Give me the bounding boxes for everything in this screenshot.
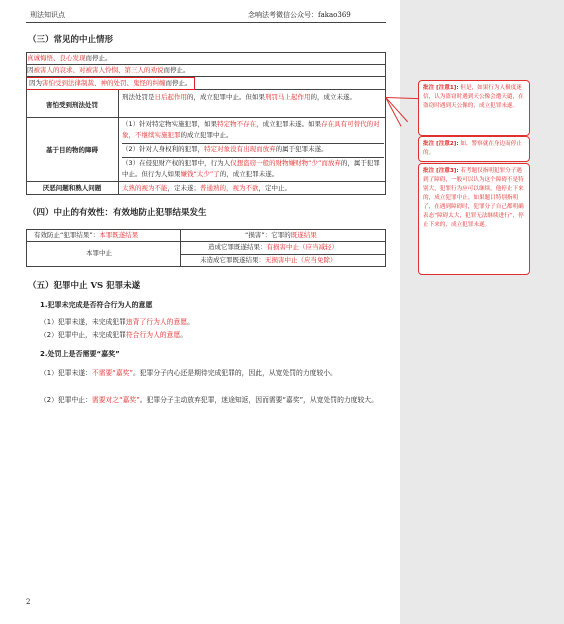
highlight-text: 本罪既遂结果 (99, 231, 139, 239)
text-run: 。 (180, 331, 188, 339)
acq-text (122, 183, 384, 194)
label-goal: 基于目的物的障碍 (46, 146, 98, 154)
highlight-text: 无损害中止（应当免除） (265, 256, 337, 264)
text-run: 的属于犯罪未遂。 (275, 145, 328, 153)
highlight-text: 需要对之“嘉奖” (91, 396, 140, 404)
highlight-text: 刑罚马上起作用 (265, 93, 311, 101)
text-run: 。犯罪分子主动放弃犯罪，迷途知返，因而需要“嘉奖”，从宽处罚的力度较大。 (139, 396, 378, 404)
text-run: （1）犯罪未遂： (40, 369, 92, 377)
label-acq: 厌恶问题和熟人问题 (42, 184, 102, 192)
text-run: （2）犯罪中止： (40, 396, 92, 404)
text-run: 未造成它罪既遂结果： (200, 256, 265, 264)
effect-right-cell (245, 230, 317, 241)
comment-3-prefix: 批注 [注意3]: (423, 168, 459, 174)
subheading-1: 1.犯罪未完成是否符合行为人的意愿 (40, 301, 153, 309)
highlight-text: 日后起作用 (154, 93, 187, 101)
table-row (26, 53, 386, 65)
highlight-text: 害怕受到法律制裁、神的处罚、鬼怪的纠缠 (42, 79, 166, 87)
row-text (27, 65, 190, 76)
text-run: ，成立犯罪未遂。如果 (256, 120, 322, 128)
highlight-text: 真诚悔悟、良心发现 (27, 54, 86, 62)
comment-1-text: 但是，如果行为人极度迷信，认为盗窃时遇到天公像会遭天谴，在盗窃时遇到天公像的，成立犯罪未遂。 (423, 85, 524, 109)
highlight-text: 普通熟的，视为不欲 (200, 184, 259, 192)
text-run: ，定未遂； (167, 184, 200, 192)
section-5-title: （五）犯罪中止 VS 犯罪未遂 (28, 281, 141, 291)
text-run: 的成立犯罪中止。 (180, 131, 233, 139)
highlight-text: 特定物不存在 (217, 120, 257, 128)
paragraph-1 (40, 316, 380, 329)
text-run: 而停止。 (165, 79, 192, 87)
highlight-text: 既遂结果 (290, 231, 317, 239)
text-run: 的，成立未遂。 (310, 93, 356, 101)
text-run: “损害”：它罪的 (245, 231, 291, 239)
goal-item-2 (122, 143, 384, 155)
table-row (26, 77, 386, 90)
highlight-text: 被害人的哀求、对被害人怜悯、第三人的劝说 (33, 66, 164, 74)
page-number: 2 (26, 598, 31, 606)
text-run: 造成它罪既遂结果： (208, 243, 267, 251)
comment-2[interactable] (418, 136, 530, 162)
paragraph-2 (40, 329, 380, 342)
text-run: 。 (187, 318, 194, 326)
goal-item-3 (122, 157, 384, 180)
row-text-highlighted (26, 77, 195, 90)
fear-text (122, 92, 384, 103)
text-run: （1）犯罪未遂，未完成犯罪 (40, 318, 126, 326)
comment-3-text: 若考题仅指明犯罪分子遇到了障碍，一般可以认为这个障碍不是特别大，犯罪行为应可以继续，他停止下来的，成立犯罪中止。如果题目特别指明了，在遇到障碍时，犯罪分子自己都明确表态“障碍太大，犯罪无法继续进行”，停止下来的，成立犯罪未遂。 (423, 168, 524, 228)
highlight-text: 符合行为人的意愿 (125, 331, 181, 339)
effect-left-cell (34, 230, 138, 241)
text-run: 的，成立犯罪未遂。 (219, 170, 279, 178)
goal-item-1 (122, 119, 384, 141)
text-run: 。犯罪分子内心还是期待完成犯罪的，因此，从宽处罚的力度较小。 (132, 369, 337, 377)
comment-2-text: 如，警察就在身边而停止的。 (423, 141, 522, 156)
effect-main-cell: 本罪中止 (86, 249, 112, 257)
header-divider (26, 22, 386, 23)
comment-2-prefix: 批注 [注意2]: (423, 141, 459, 147)
highlight-text: 太熟的视为不能 (122, 184, 168, 192)
highlight-text: 嫌钱“太少”了 (180, 170, 220, 178)
section-3-title: （三）常见的中止情形 (28, 35, 114, 45)
text-run: 刑法处罚是 (122, 93, 155, 101)
text-run: 而停止。 (163, 66, 190, 74)
paragraph-4 (26, 394, 386, 407)
comment-1-prefix: 批注 [注意1]: (423, 85, 459, 91)
header-left: 刑法知识点 (30, 11, 65, 19)
text-run: 因为 (29, 79, 42, 87)
text-run: 的，属于犯罪中止。但行为人如果 (122, 159, 380, 178)
text-run: 因 (27, 66, 34, 74)
highlight-text: 仅想盗窃一般的财物嫌财物“少”而放弃 (230, 159, 341, 167)
highlight-text: 不需要“嘉奖” (91, 369, 133, 377)
text-run: 而停止。 (85, 54, 112, 62)
effect-sub-1 (208, 242, 338, 253)
subheading-2: 2.处罚上是否需要“嘉奖” (40, 350, 120, 358)
paragraph-3 (26, 367, 386, 380)
text-run: （3）在侵犯财产权的犯罪中，行为人 (122, 159, 231, 167)
text-run: （2）针对人身权利的犯罪， (122, 145, 205, 153)
highlight-text: 有损害中止（应当减轻） (266, 243, 338, 251)
header-right: 念响法考微信公众号：fakao369 (248, 11, 351, 19)
text-run: ，定中止。 (258, 184, 291, 192)
label-fear: 害怕受到刑法处罚 (46, 101, 98, 109)
section-4-title: （四）中止的有效性：有效地防止犯罪结果发生 (28, 208, 207, 218)
effect-sub-2 (200, 255, 337, 266)
comment-1[interactable] (418, 80, 530, 136)
text-run: 有效防止“犯罪结果”： (34, 231, 100, 239)
highlight-text: 违背了行为人的意愿 (125, 318, 188, 326)
highlight-text: 存在具有可替代的对象，不继续实施犯罪 (122, 120, 380, 139)
highlight-text: 特定对象没有出现而放弃 (204, 145, 276, 153)
text-run: （1）针对特定物实施犯罪，如果 (122, 120, 218, 128)
text-run: 的，成立犯罪中止。但如果 (187, 93, 265, 101)
table-row (26, 65, 386, 77)
row-text (27, 53, 112, 64)
text-run: （2）犯罪中止，未完成犯罪 (40, 331, 126, 339)
comment-3[interactable] (418, 163, 530, 275)
